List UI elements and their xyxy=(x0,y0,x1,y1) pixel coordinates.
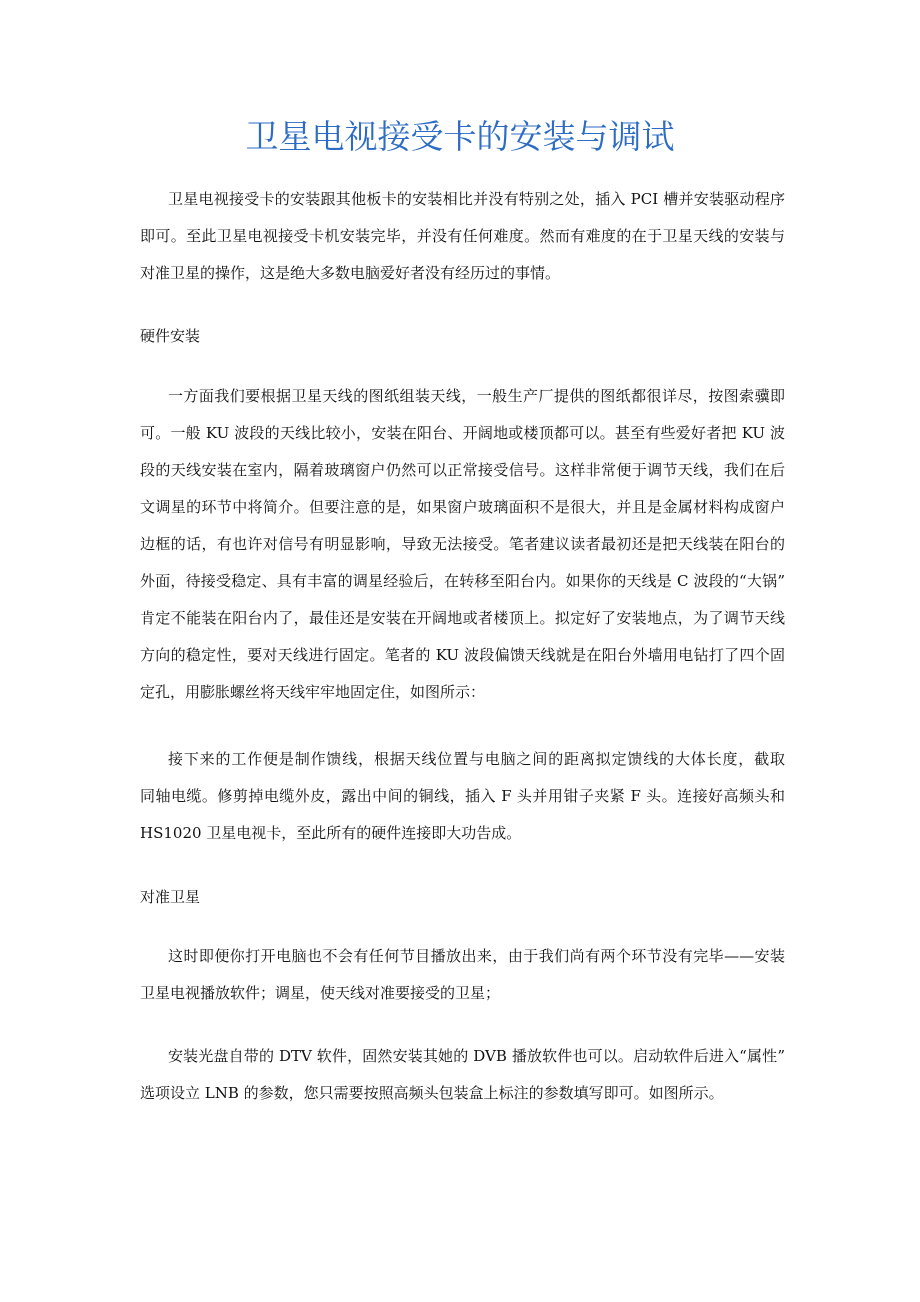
text-line: 文调星的环节中将简介。但要注意的是，如果窗户玻璃面积不是很大，并且是金属材料构成窗户 xyxy=(140,498,785,516)
section-heading-hardware: 硬件安装 xyxy=(140,327,201,345)
paragraph-antenna-assembly xyxy=(140,378,785,711)
document-title: 卫星电视接受卡的安装与调试 xyxy=(245,117,675,156)
text-line: 可。一般 KU 波段的天线比较小，安装在阳台、开阔地或楼顶都可以。甚至有些爱好者把 KU 波 xyxy=(140,424,785,442)
paragraph-feedline xyxy=(140,741,785,852)
text-line: 安装光盘自带的 DTV 软件，固然安装其她的 DVB 播放软件也可以。启动软件后进入“属性” xyxy=(168,1047,785,1065)
text-line: 肯定不能装在阳台内了，最佳还是安装在开阔地或者楼顶上。拟定好了安装地点，为了调节天线 xyxy=(140,609,785,627)
text-line: 段的天线安装在室内，隔着玻璃窗户仍然可以正常接受信号。这样非常便于调节天线，我们在后 xyxy=(140,461,785,479)
text-line: 一方面我们要根据卫星天线的图纸组装天线，一般生产厂提供的图纸都很详尽，按图索骥即 xyxy=(168,387,785,405)
section-heading-alignment: 对准卫星 xyxy=(140,888,201,906)
text-line: 即可。至此卫星电视接受卡机安装完毕，并没有任何难度。然而有难度的在于卫星天线的安装与 xyxy=(140,227,785,245)
text-line: 卫星电视播放软件；调星，使天线对准要接受的卫星； xyxy=(140,984,501,1002)
text-line: 同轴电缆。修剪掉电缆外皮，露出中间的铜线，插入 F 头并用钳子夹紧 F 头。连接好高频头和 xyxy=(140,787,785,805)
text-line: 选项设立 LNB 的参数，您只需要按照高频头包装盒上标注的参数填写即可。如图所示。 xyxy=(140,1084,724,1102)
paragraph-lnb-settings xyxy=(140,1038,785,1112)
text-line: 这时即便你打开电脑也不会有任何节目播放出来，由于我们尚有两个环节没有完毕——安装 xyxy=(168,947,785,965)
text-line: HS1020 卫星电视卡，至此所有的硬件连接即大功告成。 xyxy=(140,824,522,842)
text-line: 边框的话，有也许对信号有明显影响，导致无法接受。笔者建议读者最初还是把天线装在阳台的 xyxy=(140,535,785,553)
text-line: 卫星电视接受卡的安装跟其他板卡的安装相比并没有特别之处，插入 PCI 槽并安装驱动程序 xyxy=(168,190,785,208)
paragraph-intro xyxy=(140,181,785,292)
text-line: 对准卫星的操作，这是绝大多数电脑爱好者没有经历过的事情。 xyxy=(140,264,561,282)
paragraph-software-intro xyxy=(140,938,785,1012)
text-line: 接下来的工作便是制作馈线，根据天线位置与电脑之间的距离拟定馈线的大体长度，截取 xyxy=(168,750,785,768)
text-line: 方向的稳定性，要对天线进行固定。笔者的 KU 波段偏馈天线就是在阳台外墙用电钻打了四个固 xyxy=(140,646,785,664)
text-line: 外面，待接受稳定、具有丰富的调星经验后，在转移至阳台内。如果你的天线是 C 波段的“大锅” xyxy=(140,572,785,590)
text-line: 定孔，用膨胀螺丝将天线牢牢地固定住，如图所示： xyxy=(140,683,486,701)
